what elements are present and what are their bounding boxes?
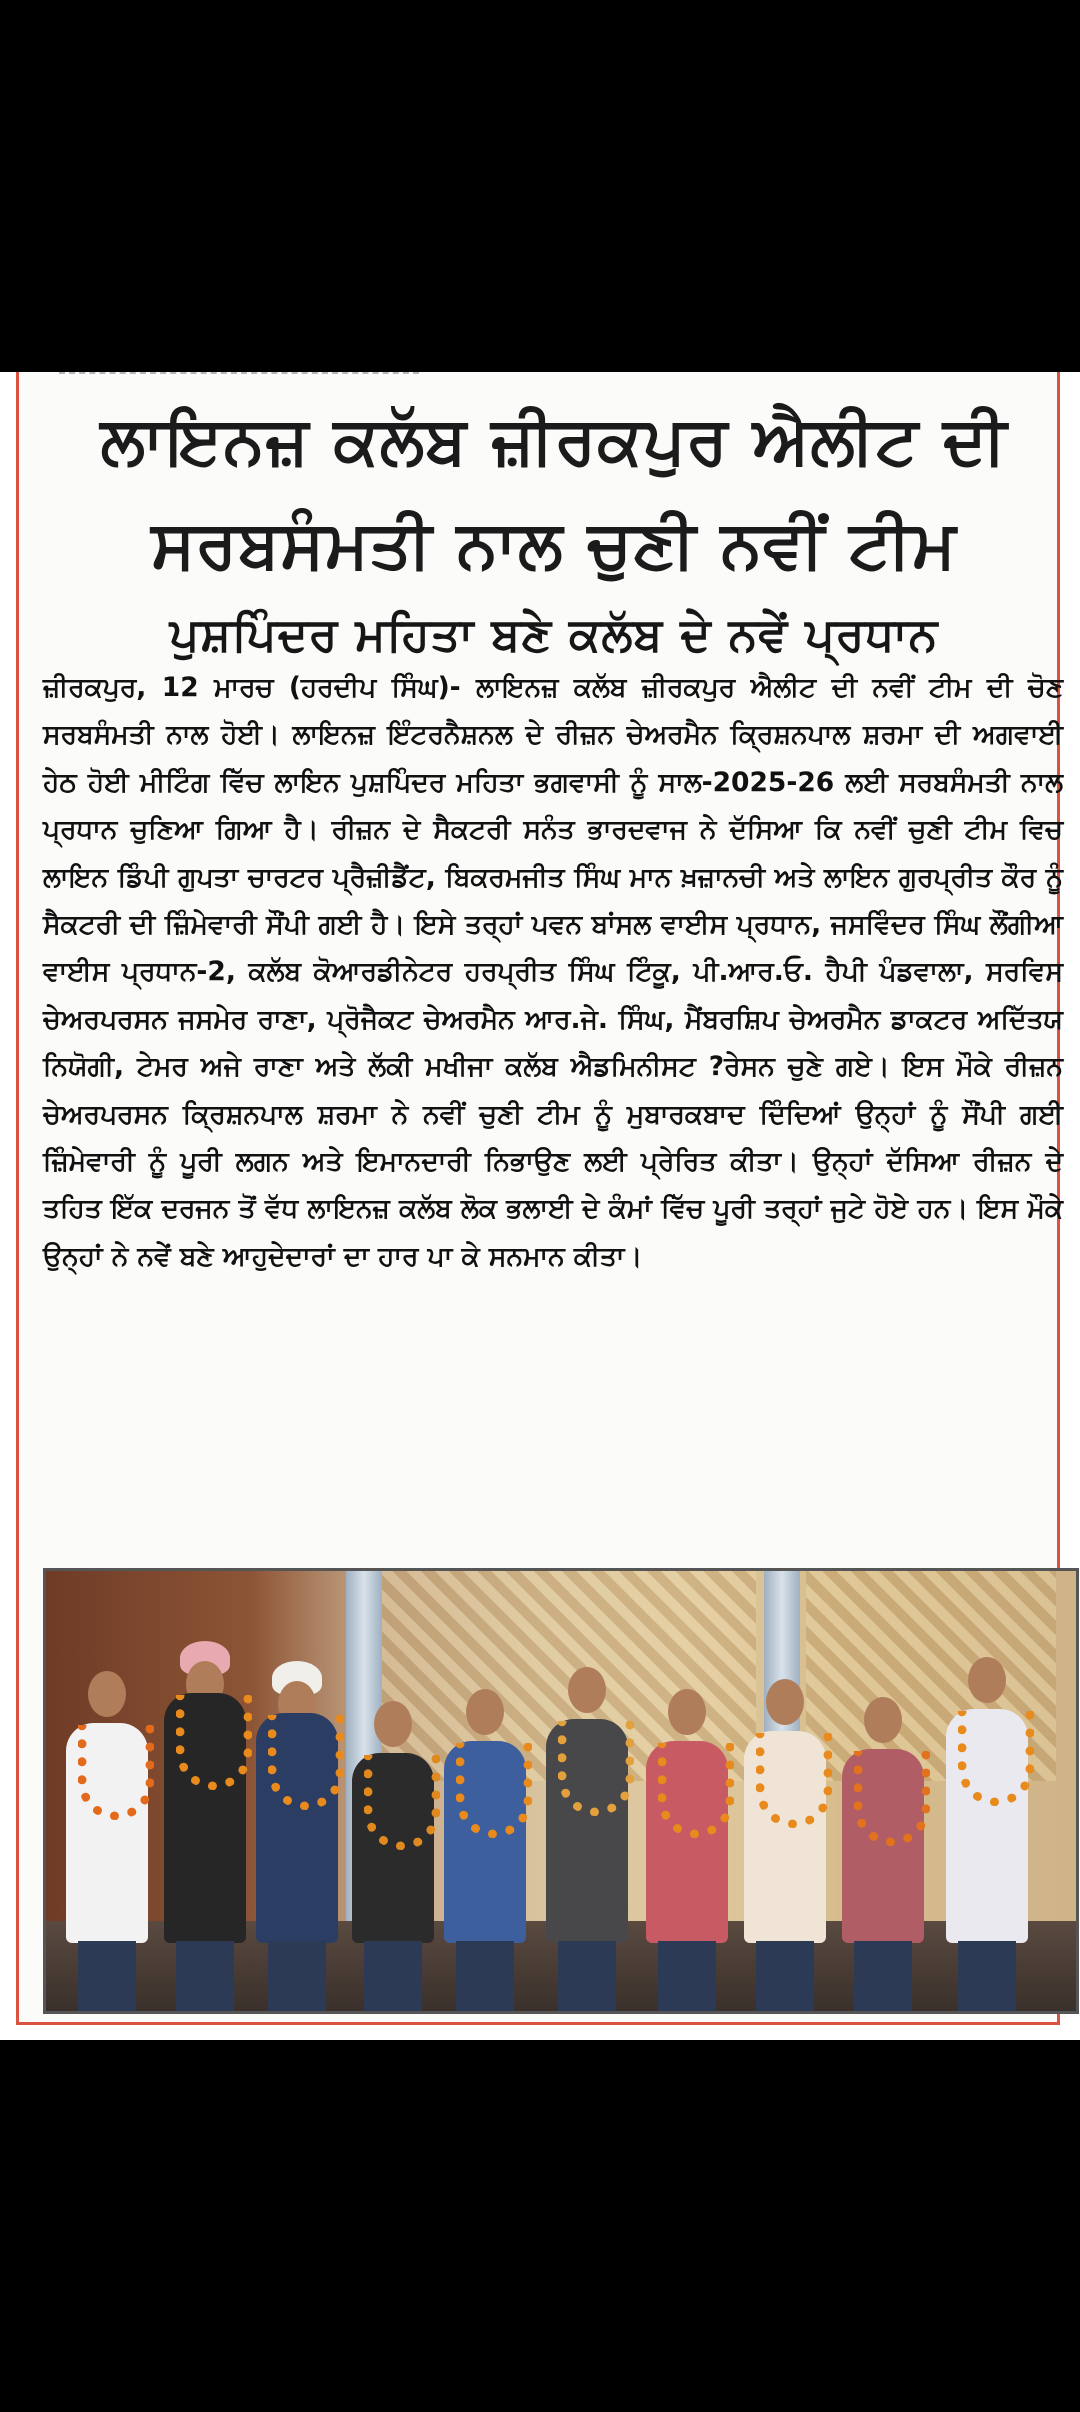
- headline-line-2: ਸਰਬਸੰਮਤੀ ਨਾਲ ਚੁਣੀ ਨਵੀਂ ਟੀਮ: [151, 506, 957, 583]
- garland: [558, 1721, 634, 1816]
- garland: [176, 1695, 252, 1790]
- photo-person: [342, 1701, 442, 2011]
- garland: [958, 1711, 1034, 1806]
- garland: [658, 1743, 734, 1838]
- person-legs: [456, 1941, 514, 2011]
- garland: [854, 1751, 930, 1846]
- person-head: [668, 1689, 706, 1735]
- person-legs: [268, 1941, 326, 2011]
- person-head: [88, 1671, 126, 1717]
- person-legs: [558, 1941, 616, 2011]
- photo-person: [936, 1657, 1036, 2011]
- person-legs: [78, 1941, 136, 2011]
- article-body: ਜ਼ੀਰਕਪੁਰ, 12 ਮਾਰਚ (ਹਰਦੀਪ ਸਿੰਘ)- ਲਾਇਨਜ਼ ਕਲੱਬ ਜ਼ੀਰਕਪੁਰ ਐਲੀਟ ਦੀ ਨਵੀਂ ਟੀਮ ਦੀ ਚੋਣ ਸਰਬਸੰਮਤੀ ਨਾਲ ਹੋਈ। ਲਾਇਨਜ਼ ਇੰਟਰਨੈਸ਼ਨਲ ਦੇ ਰੀਜ਼ਨ ਚੇਅਰਮੈਨ ਕ੍ਰਿਸ਼ਨਪਾਲ ਸ਼ਰਮਾ ਦੀ ਅਗਵਾਈ ਹੇਠ ਹੋਈ ਮੀਟਿੰਗ ਵਿੱਚ ਲਾਇਨ ਪੁਸ਼ਪਿੰਦਰ ਮਹਿਤਾ ਭਗਵਾਸੀ ਨੂੰ ਸਾਲ-2025-26 ਲਈ ਸਰਬਸੰਮਤੀ ਨਾਲ ਪ੍ਰਧਾਨ ਚੁਣਿਆ ਗਿਆ ਹੈ। ਰੀਜ਼ਨ ਦੇ ਸੈਕਟਰੀ ਸਨੰਤ ਭਾਰਦਵਾਜ ਨੇ ਦੱਸਿਆ ਕਿ ਨਵੀਂ ਚੁਣੀ ਟੀਮ ਵਿਚ ਲਾਇਨ ਡਿੰਪੀ ਗੁਪਤਾ ਚਾਰਟਰ ਪ੍ਰੈਜ਼ੀਡੈਂਟ, ਬਿਕਰਮਜੀਤ ਸਿੰਘ ਮਾਨ ਖ਼ਜ਼ਾਨਚੀ ਅਤੇ ਲਾਇਨ ਗੁਰਪ੍ਰੀਤ ਕੌਰ ਨੂੰ ਸੈਕਟਰੀ ਦੀ ਜ਼ਿੰਮੇਵਾਰੀ ਸੌਂਪੀ ਗਈ ਹੈ। ਇਸੇ ਤਰ੍ਹਾਂ ਪਵਨ ਬਾਂਸਲ ਵਾਈਸ ਪ੍ਰਧਾਨ, ਜਸਵਿੰਦਰ ਸਿੰਘ ਲੌਂਗੀਆ ਵਾਈਸ ਪ੍ਰਧਾਨ-2, ਕਲੱਬ ਕੋਆਰਡੀਨੇਟਰ ਹਰਪ੍ਰੀਤ ਸਿੰਘ ਟਿੰਕੂ, ਪੀ.ਆਰ.ਓ. ਹੈਪੀ ਪੰਡਵਾਲਾ, ਸਰਵਿਸ ਚੇਅਰਪਰਸਨ ਜਸਮੇਰ ਰਾਣਾ, ਪ੍ਰੋਜੈਕਟ ਚੇਅਰਮੈਨ ਆਰ.ਜੇ. ਸਿੰਘ, ਮੈਂਬਰਸ਼ਿਪ ਚੇਅਰਮੈਨ ਡਾਕਟਰ ਅਦਿੱਤਯ ਨਿਯੋਗੀ, ਟੇਮਰ ਅਜੇ ਰਾਣਾ ਅਤੇ ਲੱਕੀ ਮਖੀਜਾ ਕਲੱਬ ਐਡਮਿਨੀਸਟ ?ਰੇਸਨ ਚੁਣੇ ਗਏ। ਇਸ ਮੌਕੇ ਰੀਜ਼ਨ ਚੇਅਰਪਰਸਨ ਕ੍ਰਿਸ਼ਨਪਾਲ ਸ਼ਰਮਾ ਨੇ ਨਵੀਂ ਚੁਣੀ ਟੀਮ ਨੂੰ ਮੁਬਾਰਕਬਾਦ ਦਿੰਦਿਆਂ ਉਨ੍ਹਾਂ ਨੂੰ ਸੌਂਪੀ ਗਈ ਜ਼ਿੰਮੇਵਾਰੀ ਨੂੰ ਪੂਰੀ ਲਗਨ ਅਤੇ ਇਮਾਨਦਾਰੀ ਨਿਭਾਉਣ ਲਈ ਪ੍ਰੇਰਿਤ ਕੀਤਾ। ਉਨ੍ਹਾਂ ਦੱਸਿਆ ਰੀਜ਼ਨ ਦੇ ਤਹਿਤ ਇੱਕ ਦਰਜਨ ਤੋਂ ਵੱਧ ਲਾਇਨਜ਼ ਕਲੱਬ ਲੋਕ ਭਲਾਈ ਦੇ ਕੰਮਾਂ ਵਿੱਚ ਪੂਰੀ ਤਰ੍ਹਾਂ ਜੁਟੇ ਹੋਏ ਹਨ। ਇਸ ਮੌਕੇ ਉਨ੍ਹਾਂ ਨੇ ਨਵੇਂ ਬਣੇ ਆਹੁਦੇਦਾਰਾਂ ਦਾ ਹਾਰ ਪਾ ਕੇ ਸਨਮਾਨ ਕੀਤਾ।: [43, 672, 1063, 1272]
- photo-person: [536, 1667, 636, 2011]
- clipping-frame: [16, 372, 1063, 2025]
- photo-person: [154, 1641, 254, 2011]
- photo-person: [636, 1689, 736, 2011]
- person-head: [968, 1657, 1006, 1703]
- garland: [756, 1733, 832, 1828]
- subheadline: ਪੁਸ਼ਪਿੰਦਰ ਮਹਿਤਾ ਬਣੇ ਕਲੱਬ ਦੇ ਨਵੇਂ ਪ੍ਰਧਾਨ: [169, 607, 939, 661]
- person-legs: [958, 1941, 1016, 2011]
- photo-person: [734, 1679, 834, 2011]
- clipping-cut-edge: [59, 372, 419, 382]
- garland: [456, 1743, 532, 1838]
- person-head: [864, 1697, 902, 1743]
- person-head: [374, 1701, 412, 1747]
- person-legs: [364, 1941, 422, 2011]
- person-legs: [756, 1941, 814, 2011]
- photo-person: [434, 1689, 534, 2011]
- group-photo: [43, 1568, 1079, 2014]
- photo-person: [832, 1697, 932, 2011]
- person-head: [766, 1679, 804, 1725]
- newspaper-clipping: [0, 372, 1080, 2040]
- person-head: [466, 1689, 504, 1735]
- headline-line-1: ਲਾਇਨਜ਼ ਕਲੱਬ ਜ਼ੀਰਕਪੁਰ ਐਲੀਟ ਦੀ: [100, 402, 1008, 479]
- garland: [364, 1755, 440, 1850]
- photo-person: [56, 1671, 156, 2011]
- photo-person: [246, 1661, 346, 2011]
- person-legs: [658, 1941, 716, 2011]
- screen-bottom-bar: [0, 2040, 1080, 2412]
- garland: [268, 1715, 344, 1810]
- person-legs: [176, 1941, 234, 2011]
- person-head: [568, 1667, 606, 1713]
- person-legs: [854, 1941, 912, 2011]
- garland: [78, 1725, 154, 1820]
